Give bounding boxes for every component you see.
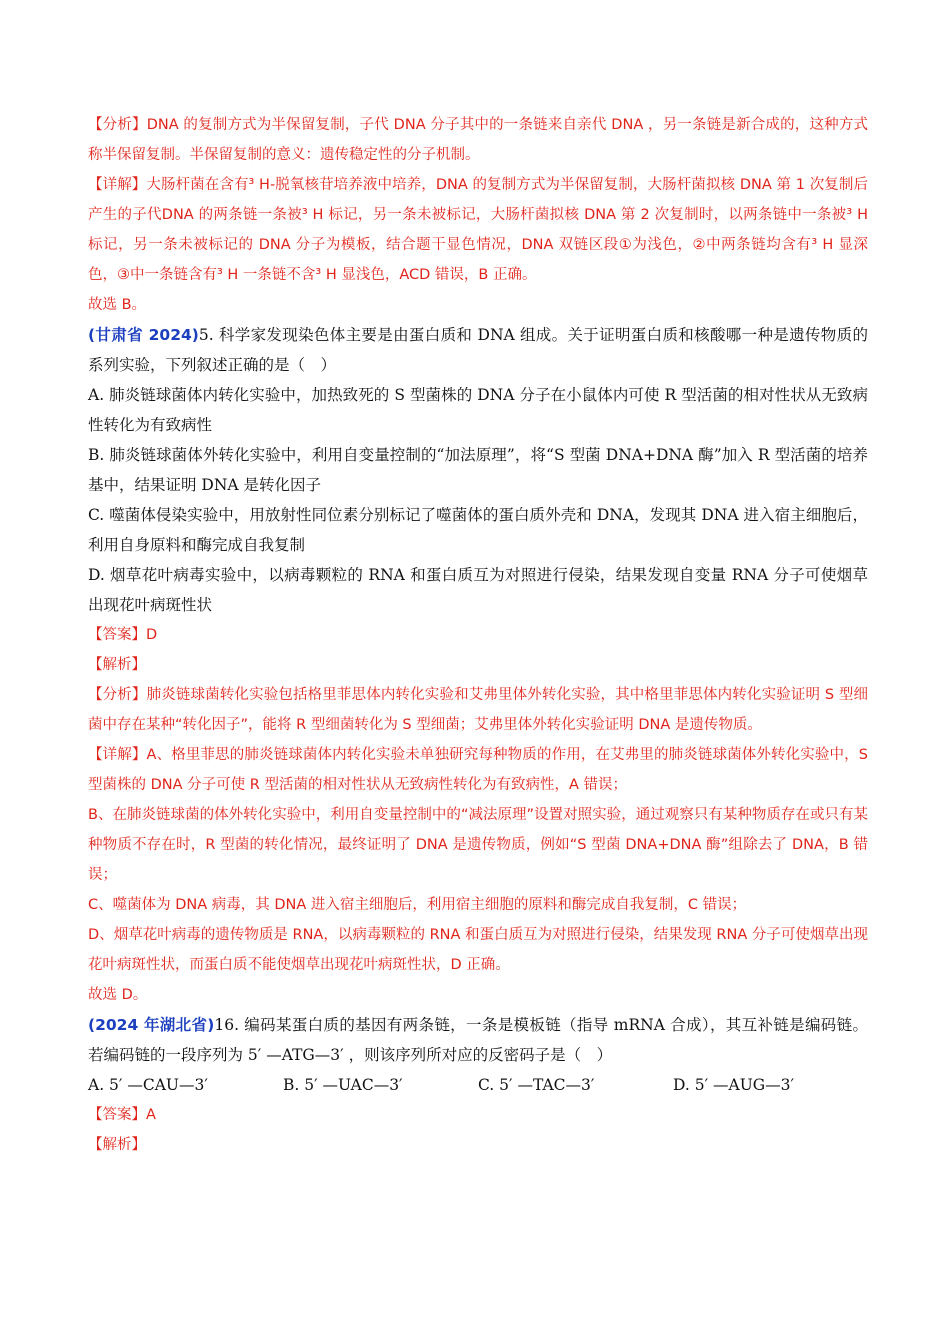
question-text: 16. 编码某蛋白质的基因有两条链，一条是模板链（指导 mRNA 合成），其互补链是编码链。若编码链的一段序列为 5′ —ATG—3′ ，则该序列所对应的反密码子是（ ） xyxy=(88,1016,868,1064)
detail-paragraph-a: 【详解】A、格里菲思的肺炎链球菌体内转化实验未单独研究每种物质的作用，在艾弗里的肺炎链球菌体外转化实验中，S 型菌株的 DNA 分子可使 R 型活菌的相对性状从无致病性转化为有致病性，A 错误； xyxy=(88,747,868,793)
choice-line: 故选 B。 xyxy=(88,297,147,313)
choice-line: 故选 D。 xyxy=(88,987,148,1003)
explanation-heading: 【解析】 xyxy=(88,1137,146,1153)
option-b: B. 肺炎链球菌体外转化实验中，利用自变量控制的“加法原理”，将“S 型菌 DNA+DNA 酶”加入 R 型活菌的培养基中，结果证明 DNA 是转化因子 xyxy=(88,446,868,494)
question-source: (2024 年湖北省) xyxy=(88,1016,215,1034)
option-d: D. 烟草花叶病毒实验中，以病毒颗粒的 RNA 和蛋白质互为对照进行侵染，结果发现自变量 RNA 分子可使烟草出现花叶病斑性状 xyxy=(88,566,868,614)
question-16-stem xyxy=(88,1010,868,1070)
detail-paragraph-b: B、在肺炎链球菌的体外转化实验中，利用自变量控制中的“减法原理”设置对照实验，通过观察只有某种物质存在或只有某种物质不存在时，R 型菌的转化情况，最终证明了 DNA 是遗传物质，例如“S 型菌 DNA+DNA 酶”组除去了 DNA，B 错误； xyxy=(88,807,868,883)
option-b: B. 5′ —UAC—3′ xyxy=(283,1076,403,1094)
analysis-paragraph: 【分析】肺炎链球菌转化实验包括格里菲思体内转化实验和艾弗里体外转化实验，其中格里菲思体内转化实验证明 S 型细菌中存在某种“转化因子”，能将 R 型细菌转化为 S 型细菌；艾弗里体外转化实验证明 DNA 是遗传物质。 xyxy=(88,687,868,733)
explanation-heading: 【解析】 xyxy=(88,657,146,673)
question-5-stem xyxy=(88,320,868,380)
analysis-paragraph: 【分析】DNA 的复制方式为半保留复制，子代 DNA 分子其中的一条链来自亲代 DNA ，另一条链是新合成的，这种方式称半保留复制。半保留复制的意义：遗传稳定性的分子机制。 xyxy=(88,117,868,163)
question-text: 5. 科学家发现染色体主要是由蛋白质和 DNA 组成。关于证明蛋白质和核酸哪一种是遗传物质的系列实验，下列叙述正确的是（ ） xyxy=(88,326,868,374)
option-a: A. 5′ —CAU—3′ xyxy=(88,1076,208,1094)
document-page xyxy=(88,110,868,1160)
options-row xyxy=(88,1070,868,1100)
question-source: (甘肃省 2024) xyxy=(88,326,199,344)
option-c: C. 噬菌体侵染实验中，用放射性同位素分别标记了噬菌体的蛋白质外壳和 DNA，发现其 DNA 进入宿主细胞后，利用自身原料和酶完成自我复制 xyxy=(88,506,868,554)
option-c: C. 5′ —TAC—3′ xyxy=(478,1076,595,1094)
detail-paragraph-d: D、烟草花叶病毒的遗传物质是 RNA，以病毒颗粒的 RNA 和蛋白质互为对照进行侵染，结果发现 RNA 分子可使烟草出现花叶病斑性状，而蛋白质不能使烟草出现花叶病斑性状，D 正确。 xyxy=(88,927,868,973)
option-a: A. 肺炎链球菌体内转化实验中，加热致死的 S 型菌株的 DNA 分子在小鼠体内可使 R 型活菌的相对性状从无致病性转化为有致病性 xyxy=(88,386,868,434)
answer-line: 【答案】A xyxy=(88,1107,156,1123)
detail-paragraph: 【详解】大肠杆菌在含有³ H-脱氧核苷培养液中培养，DNA 的复制方式为半保留复制，大肠杆菌拟核 DNA 第 1 次复制后产生的子代DNA 的两条链一条被³ H 标记，另一条未被标记，大肠杆菌拟核 DNA 第 2 次复制时，以两条链中一条被³ H 标记，另一条未被标记的 DNA 分子为模板，结合题干显色情况，DNA 双链区段①为浅色，②中两条链均含有³ H 显深色，③中一条链含有³ H 一条链不含³ H 显浅色，ACD 错误，B 正确。 xyxy=(88,177,868,283)
detail-paragraph-c: C、噬菌体为 DNA 病毒，其 DNA 进入宿主细胞后，利用宿主细胞的原料和酶完成自我复制，C 错误； xyxy=(88,897,747,913)
option-d: D. 5′ —AUG—3′ xyxy=(673,1076,795,1094)
answer-line: 【答案】D xyxy=(88,627,158,643)
